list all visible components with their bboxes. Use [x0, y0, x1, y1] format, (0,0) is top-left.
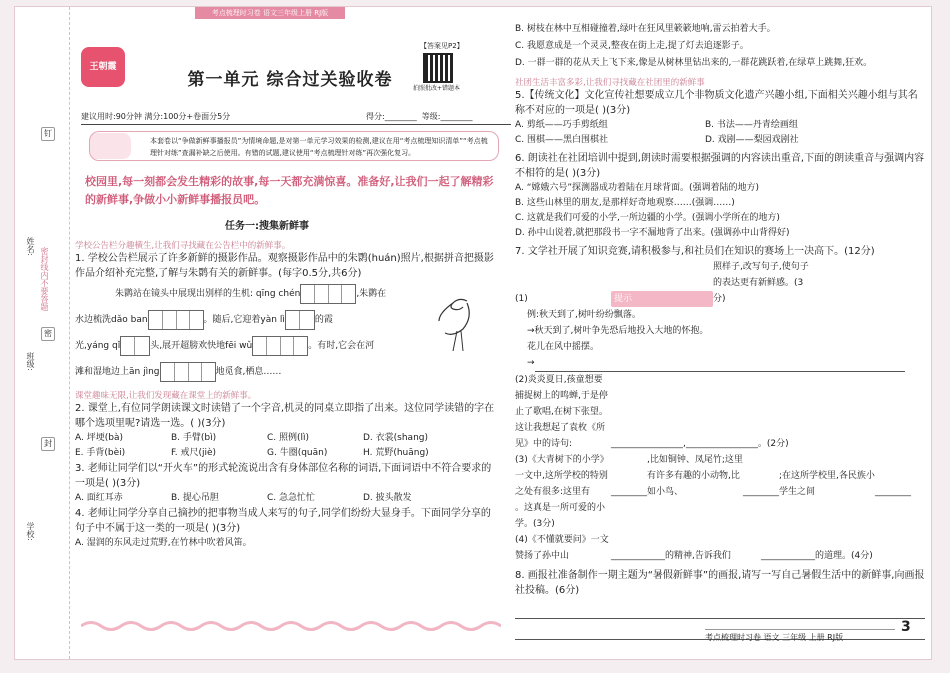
seal-text: 密封线内不要答题 — [40, 247, 49, 311]
class-label: 班级: — [26, 352, 35, 371]
q3-options: A. 面红耳赤 B. 提心吊胆 C. 急急忙忙 D. 披头散发 — [75, 493, 412, 503]
brand-logo: 王朝霞 — [81, 47, 125, 87]
question-8: 8. 画报社准备制作一期主题为“暑假新鲜事”的画报,请写一写自己暑假生活中的新鲜事,向画报社投稿。(6分) — [515, 570, 925, 596]
header-band: 考点梳理时习卷 语文三年级上册 RJ版 — [195, 7, 345, 19]
grade-label: 等级: — [421, 112, 441, 121]
binding-strip — [15, 7, 70, 659]
section-heading: 社团生活丰富多彩,让我们寻找藏在社团里的新鲜事 — [515, 78, 705, 88]
answer-box[interactable] — [160, 362, 216, 382]
question-5: 5.【传统文化】文化宣传社想要成立几个非物质文化遗产兴趣小组,下面相关兴趣小组与其名称不对应的一项是( )(3分) — [515, 90, 918, 116]
answer-reference: 【答案见P2】 — [420, 42, 464, 50]
answer-line[interactable] — [515, 604, 925, 619]
qr-code-icon[interactable] — [423, 53, 453, 83]
page-number: 3 — [901, 619, 911, 635]
task-heading: 任务一:搜集新鲜事 — [225, 221, 309, 232]
question-6: 6. 朗读社在社团培训中提到,朗读时需要根据强调的内容读出重音,下面的朗读重音与强调内容不相符的是( )(3分) — [515, 153, 925, 179]
answer-box[interactable] — [300, 284, 356, 304]
exam-page — [14, 6, 932, 660]
question-7: 7. 文学社开展了知识竞赛,请积极参与,和社员们在知识的赛场上一决高下。(12分) — [515, 246, 875, 257]
section-heading: 学校公告栏分趣横生,让我们寻找藏在公告栏中的新鲜事。 — [75, 241, 291, 251]
intro-text: 校园里,每一刻都会发生精彩的故事,每一天都充满惊喜。准备好,让我们一起了解精彩的新鲜事,争做小小新鲜事播报员吧。 — [85, 175, 494, 206]
q5-options: A. 剪纸——巧手剪纸组 B. 书法——丹青绘画组C. 围棋——黑白围棋社 D. 戏剧——梨园戏剧社 — [515, 120, 799, 145]
notice-box: 本套卷以“争做新鲜事播报员”为情境命题,是对第一单元学习效果的检测,建议在用“考点梳理知识清单”“考点梳理针对练”查漏补缺之后使用。有错的试题,建议使用“考点梳理针对练”再次强化复习。 — [89, 131, 499, 161]
tag-badge: 提示 — [611, 291, 713, 307]
q7-subquestions: (1) 提示照样子,改写句子,使句子的表达更有新鲜感。(3分) 例:秋天到了,树叶纷纷飘落。 →秋天到了,树叶争先恐后地投入大地的怀抱。 花儿在风中摇摆。 → (2)炎炎夏日,孩童想要捕捉树上的鸣蝉,于是停止了歌唱,在树下张望。这让我想起了袁枚《所见》中的诗句: ________________,________________。(2分) (3)《大青树下的小学》一文中,这所学校的特别之处有很多:这里有 ________,比如铜钟、凤尾竹;这里有许多有趣的小动物,比如小鸟、 ________;在这所学校里,各民族小学生之间 ________。这真是一所可爱的小学。(3分) (4)《不懂就要问》一文赞扬了孙中山 ____________的精神,告诉我们 ____________的道理。(4分) — [515, 262, 911, 561]
binding-mark: 钉 — [41, 127, 55, 141]
decorative-wave — [81, 619, 501, 633]
answer-box[interactable] — [252, 336, 308, 356]
question-1: 1. 学校公告栏展示了许多新鲜的摄影作品。观察摄影作品中的朱鹮(huán)照片,根据拼音把摄影作品介绍补充完整,了解与朱鹮有关的新鲜事。(每字0.5分,共6分) — [75, 253, 494, 279]
answer-box[interactable] — [285, 310, 315, 330]
right-column — [515, 21, 925, 660]
binding-mark: 封 — [41, 437, 55, 451]
question-4: 4. 老师让同学分享自己摘抄的把事物当成人来写的句子,同学们纷纷大显身手。下面同学分享的句子中不属于这一类的一项是( )(3分) — [75, 508, 491, 534]
answer-box[interactable] — [148, 310, 204, 330]
ibis-illustration — [437, 293, 485, 355]
answer-line[interactable] — [515, 646, 925, 660]
q4-option-a[interactable]: A. 湿润的东风走过荒野,在竹林中吹着风笛。 — [75, 538, 252, 548]
section-heading: 课堂趣味无限,让我们发现藏在课堂上的新鲜事。 — [75, 391, 257, 401]
page-title: 第一单元 综合过关验收卷 — [187, 70, 393, 90]
q2-options: A. 坪埂(bà) B. 手臂(bì) C. 照例(lì) D. 衣裳(shang) E. 手背(bèi) F. 戒尺(jiè) G. 牛圈(quān) H. 荒野(huāng) — [75, 433, 429, 458]
q6-options: A. “嫦娥六号”探测器成功着陆在月球背面。(强调着陆的地方) B. 这些山林里的朋友,是那样好奇地观察……(强调……) C. 这就是我们可爱的小学,一所边疆的小学。(强调小学所在的地方) D. 孙中山说着,就把那段书一字不漏地背了出来。(强调孙中山背得好) — [515, 183, 790, 238]
question-2: 2. 课堂上,有位同学朗读课文时读错了一个字音,机灵的同桌立即指了出来。这位同学读错的字在哪个选项里呢?请选一选。( )(3分) — [75, 403, 495, 429]
name-label: 姓名: — [26, 237, 35, 256]
school-label: 学校: — [26, 522, 35, 541]
qr-caption: 拍照批改+错题本 — [413, 85, 461, 92]
score-label: 得分: — [366, 112, 385, 121]
left-column: 学校公告栏分趣横生,让我们寻找藏在公告栏中的新鲜事。 1. 学校公告栏展示了许多新鲜的摄影作品。观察摄影作品中的朱鹮(huán)照片,根据拼音把摄影作品介绍补充完整,了解与朱鹮有关的新鲜事。(每字0.5分,共6分) 朱鹮站在镜头中展现出别样的生机: qīng chén ,朱鹮在 水边梳洗dǎo ban 。随后,它迎着yàn lì 的霞 光,yáng qǐ 头,展开超膀欢快地fēi wǔ 。有时,它会在河 滩和湿地边上ān jìng 地觅食,栖息…… 课堂趣味无限,让我们发现藏在课堂上的新鲜事。 2. 课堂上,有位同学朗读课文时读错了一个字音,机灵的同桌立即指了出来。这位同学读错的字在哪个选项里呢?请选一选。( )(3分) A. 坪埂(bà) B. 手臂(bì) C. 照例(lì) D. 衣裳(shang) E. 手背(bèi) F. 戒尺(jiè) G. 牛圈(quān) H. 荒野(huāng) 3. 老师让同学们以“开火车”的形式轮流说出含有身体部位名称的词语,下面词语中不符合要求的一项是( )(3分) A. 面红耳赤 B. 提心吊胆 C. 急急忙忙 D. 披头散发 4. 老师让同学分享自己摘抄的把事物当成人来写的句子,同学们纷纷大显身手。下面同学分享的句子中不属于这一类的一项是( )(3分) A. 湿润的东风走过荒野,在竹林中吹着风笛。 — [75, 239, 500, 551]
answer-box[interactable] — [120, 336, 150, 356]
time-info: 建议用时:90分钟 满分:100分+卷面分5分 — [81, 112, 231, 121]
answer-line[interactable] — [535, 355, 905, 372]
exam-meta: 建议用时:90分钟 满分:100分+卷面分5分 得分:________ 等级:________ — [81, 111, 511, 125]
binding-mark: 密 — [41, 327, 55, 341]
question-3: 3. 老师让同学们以“开火车”的形式轮流说出含有身体部位名称的词语,下面词语中不符合要求的一项是( )(3分) — [75, 463, 492, 489]
q4-options-cont: B. 树枝在林中互相碰撞着,绿叶在狂风里簌簌地响,雷云拍着大手。 C. 我愿意成是一个灵灵,整夜在街上走,提了灯去追逐影子。 D. 一群一群的花从天上飞下来,像是从树林里钻出来的,一群花跳跃着,在绿草上跳舞,狂欢。 — [515, 24, 873, 68]
footer-text: 考点梳理时习卷 语文 三年级 上册 RJ版 — [705, 629, 895, 643]
